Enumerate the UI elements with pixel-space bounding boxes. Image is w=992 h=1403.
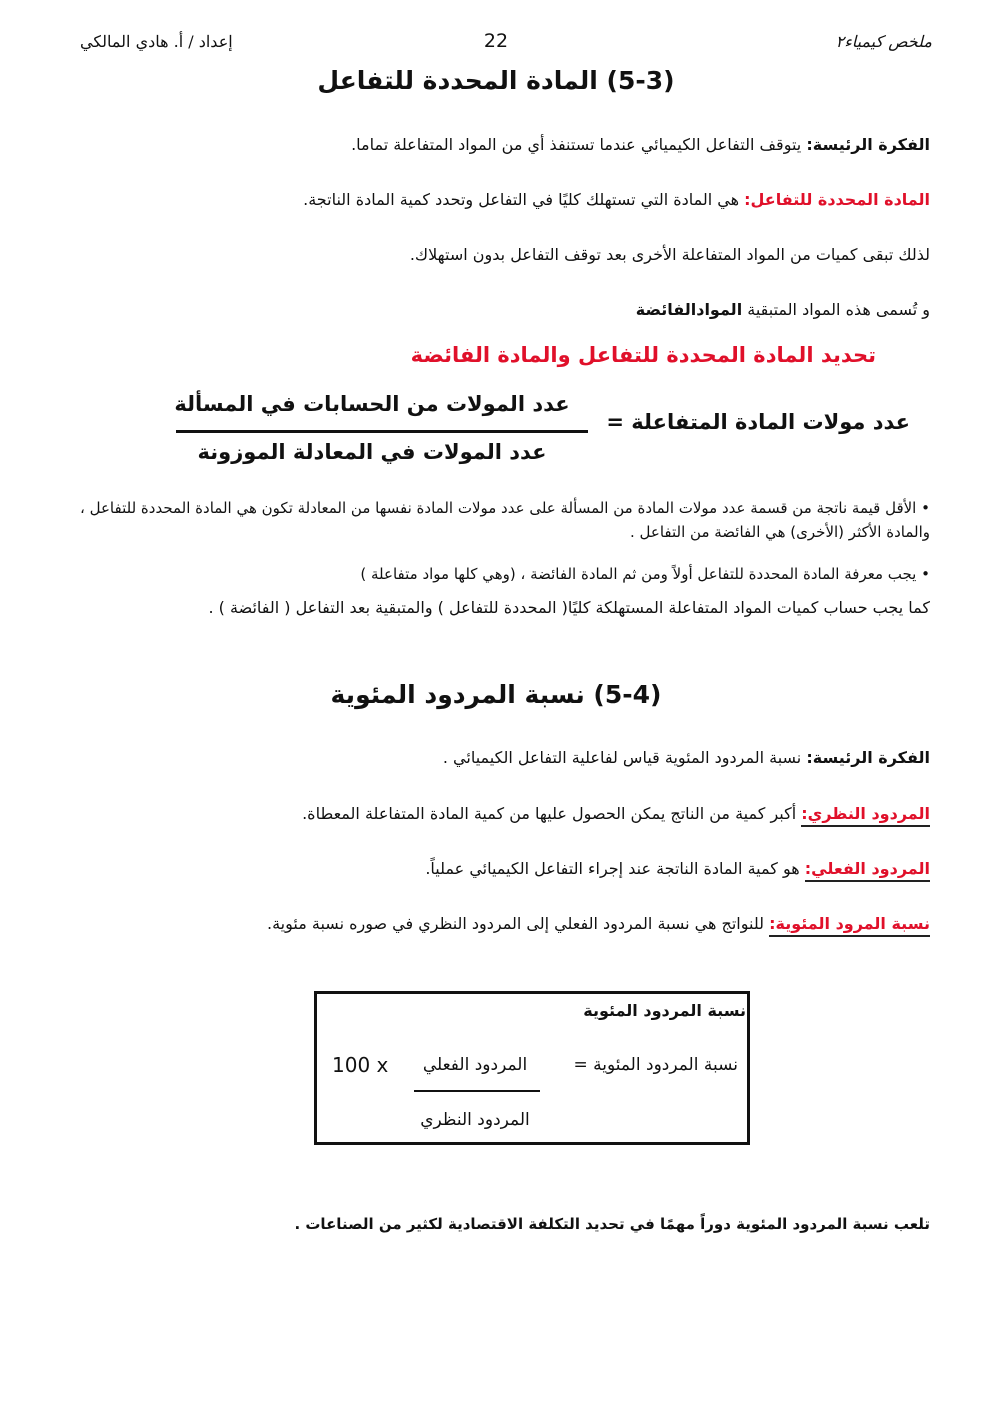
page-number: 22 — [483, 30, 509, 52]
subheading-determine-limiting: تحديد المادة المحددة للتفاعل والمادة الفائضة — [410, 343, 876, 367]
bullet-dot: • — [921, 565, 930, 583]
box-fraction-line — [414, 1090, 540, 1092]
actual-yield-definition — [60, 857, 930, 881]
main-idea-paragraph-2 — [60, 746, 930, 770]
actual-text: هو كمية المادة الناتجة عند إجراء التفاعل الكيميائي عملياً. — [425, 859, 800, 878]
bullet-item-2 — [60, 562, 930, 586]
formula-lhs: عدد مولات المادة المتفاعلة = — [606, 410, 910, 434]
closing-note: كما يجب حساب كميات المواد المتفاعلة المستهلكة كليًا( المحددة للتفاعل ) والمتبقية بعد التفاعل ( الفائضة ) . — [208, 598, 930, 617]
box-numerator: المردود الفعلي — [422, 1055, 528, 1075]
theoretical-label: المردود النظري: — [801, 804, 930, 827]
limiting-text: هي المادة التي تستهلك كليًا في التفاعل وتحدد كمية المادة الناتجة. — [303, 190, 740, 209]
excess-term: الموادالفائضة — [635, 300, 743, 319]
box-title: نسبة المردود المئوية — [583, 1001, 746, 1020]
formula-denominator: عدد المولات في المعادلة الموزونة — [197, 440, 547, 464]
percent-label: نسبة المرود المئوية: — [769, 914, 930, 937]
excess-text: و تُسمى هذه المواد المتبقية — [747, 300, 930, 319]
bullet-item-1 — [60, 496, 930, 544]
limiting-label: المادة المحددة للتفاعل: — [744, 190, 930, 209]
theoretical-yield-definition — [60, 802, 930, 826]
bullet-dot: • — [921, 499, 930, 517]
section-title-percent-yield: (5-4) نسبة المردود المئوية — [330, 680, 662, 709]
theoretical-text: أكبر كمية من الناتج يمكن الحصول عليها من كمية المادة المتفاعلة المعطاة. — [302, 804, 797, 823]
book-title: ملخص كيمياء٢ — [835, 32, 932, 51]
closing-statement: تلعب نسبة المردود المئوية دوراً مهمًا في تحديد التكلفة الاقتصادية لكثير من الصناعات . — [294, 1215, 930, 1233]
percent-yield-definition — [60, 912, 930, 936]
percent-text: للنواتج هي نسبة المردود الفعلي إلى المردود النظري في صوره نسبة مئوية. — [267, 914, 765, 933]
author-credit: إعداد / أ. هادي المالكي — [80, 32, 233, 51]
limiting-definition — [60, 188, 930, 212]
main-idea-label: الفكرة الرئيسة: — [806, 748, 930, 767]
box-denominator: المردود النظري — [420, 1110, 530, 1130]
main-idea-paragraph — [60, 133, 930, 157]
excess-paragraph — [60, 298, 930, 322]
main-idea-text: نسبة المردود المئوية قياس لفاعلية التفاعل الكيميائي . — [442, 748, 802, 767]
main-idea-label: الفكرة الرئيسة: — [806, 135, 930, 154]
formula-numerator: عدد المولات من الحسابات في المسألة — [174, 392, 570, 416]
remaining-text: لذلك تبقى كميات من المواد المتفاعلة الأخرى بعد توقف التفاعل بدون استهلاك. — [409, 245, 930, 264]
bullet-text: يجب معرفة المادة المحددة للتفاعل أولاً ومن ثم المادة الفائضة ، (وهي كلها مواد متفاعلة ) — [360, 565, 917, 583]
bullet-text: الأقل قيمة ناتجة من قسمة عدد مولات المادة من المسألة على عدد مولات المادة نفسها من المعادلة تكون هي المادة المحددة للتفاعل ، والمادة الأكثر (الأخرى) هي الفائضة من التفاعل . — [80, 499, 930, 541]
box-lhs: نسبة المردود المئوية = — [573, 1055, 738, 1075]
main-idea-text: يتوقف التفاعل الكيميائي عندما تستنفذ أي من المواد المتفاعلة تماما. — [351, 135, 802, 154]
formula-fraction-line — [176, 430, 588, 433]
section-title-limiting-reactant: (5-3) المادة المحددة للتفاعل — [317, 66, 675, 95]
box-multiplier: 100 x — [332, 1053, 389, 1077]
actual-label: المردود الفعلي: — [805, 859, 930, 882]
